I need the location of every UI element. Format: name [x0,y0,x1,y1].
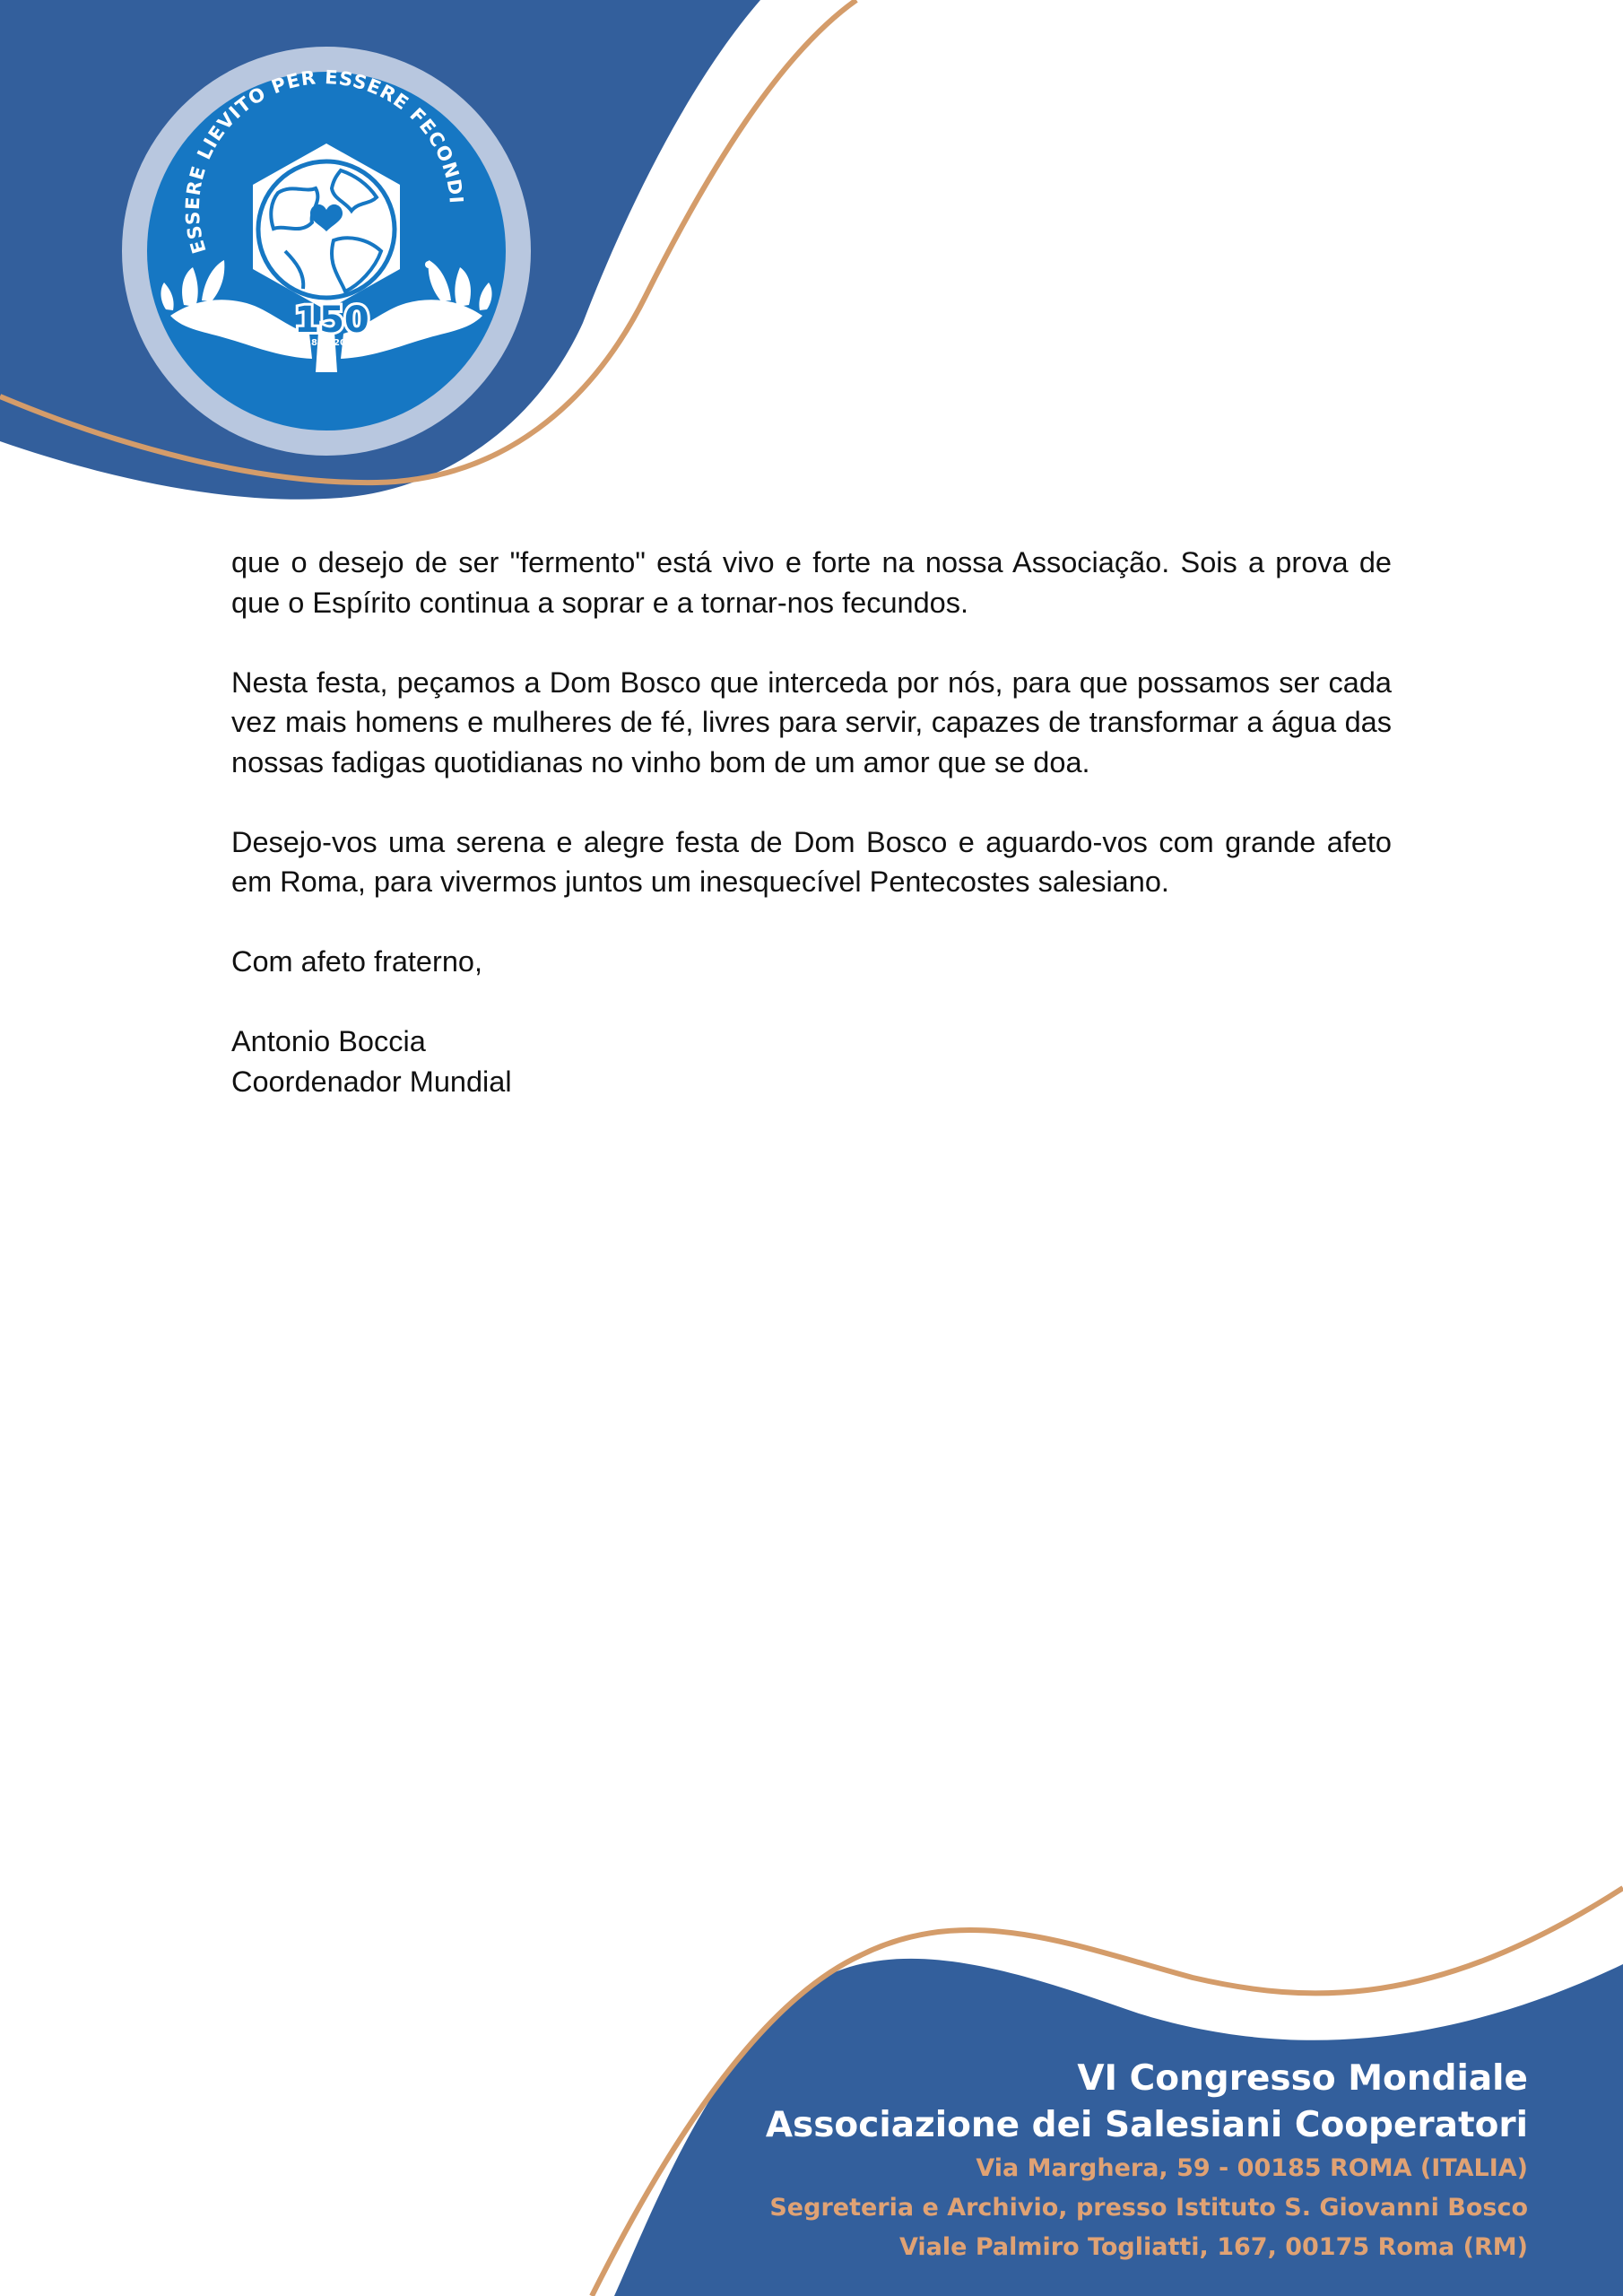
body-paragraph: que o desejo de ser "fermento" está vivo e forte na nossa Associação. Sois a prova de que o Espírito continua a soprar e a tornar-nos fecundos. [231,546,1392,619]
footer-address-line1: Via Marghera, 59 - 00185 ROMA (ITALIA) [976,2154,1528,2182]
footer-block [631,2056,1528,2267]
footer-title-line2: Associazione dei Salesiani Cooperatori [765,2105,1528,2145]
logo-years: 1876-2026 [305,338,359,348]
logo-number: 150 [294,300,369,341]
signer-title: Coordenador Mundial [231,1065,512,1098]
footer-address-line3: Viale Palmiro Togliatti, 167, 00175 Roma (RM) [899,2233,1528,2261]
footer-address-line2: Segreteria e Archivio, presso Istituto S. Giovanni Bosco [769,2194,1528,2222]
closing-line: Com afeto fraterno, [231,945,482,978]
body-paragraph: Desejo-vos uma serena e alegre festa de Dom Bosco e aguardo-vos com grande afeto em Roma, para vivermos juntos um inesquecível Pentecostes salesiano. [231,825,1392,898]
logo-ring-text: ESSERE LIEVITO PER ESSERE FECONDI [181,66,467,257]
body-paragraph: Nesta festa, peçamos a Dom Bosco que interceda por nós, para que possamos ser cada vez mais homens e mulheres de fé, livres para servir, capazes de transformar a água das nossas fadigas quotidianas no vinho bom de um amor que se doa. [231,665,1392,778]
letter-body [231,543,1392,1101]
footer-title-line1: VI Congresso Mondiale [1077,2058,1528,2099]
signer-name: Antonio Boccia [231,1025,426,1057]
